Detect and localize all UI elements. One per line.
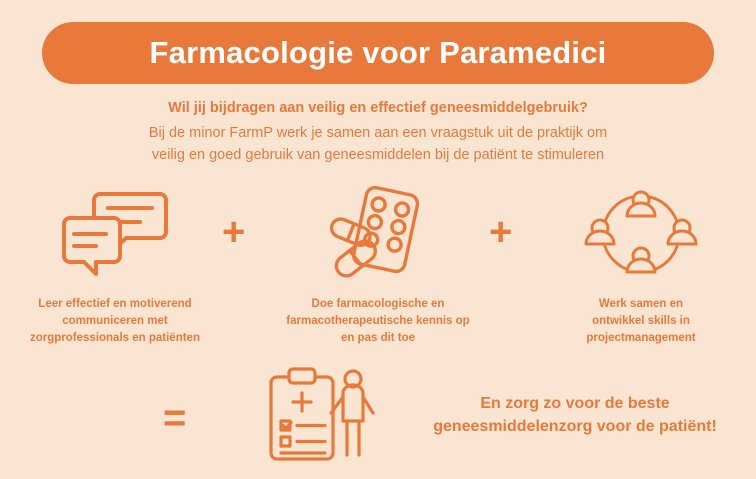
plus-operator-1: + [222, 210, 246, 254]
plus-operator-2: + [489, 210, 513, 254]
intro-block [78, 98, 678, 166]
equals-operator: = [163, 396, 187, 440]
caption-line: en pas dit toe [340, 332, 416, 344]
pillar-knowledge [285, 186, 471, 347]
conclusion-line-1: En zorg zo voor de beste [480, 395, 670, 412]
pillar-teamwork-caption [548, 296, 734, 347]
pillar-communication [22, 186, 208, 347]
caption-line: communiceren met [62, 315, 168, 327]
pillars-row [0, 186, 756, 361]
conclusion-row [0, 360, 756, 470]
caption-line: Werk samen en [598, 298, 684, 310]
page-title: Farmacologie voor Paramedici [149, 35, 607, 70]
pillar-teamwork [548, 186, 734, 347]
caption-line: projectmanagement [586, 332, 696, 344]
team-network-icon [548, 186, 734, 282]
pills-blister-icon [285, 186, 471, 282]
conclusion-line-2: geneesmiddelenzorg voor de patiënt! [433, 418, 717, 435]
intro-lead: Wil jij bijdragen aan veilig en effectief geneesmiddelgebruik? [168, 100, 588, 116]
caption-line: ontwikkel skills in [592, 315, 690, 327]
pillar-knowledge-caption [285, 296, 471, 347]
title-banner [42, 22, 714, 84]
caption-line: farmacotherapeutische kennis op [286, 315, 470, 327]
conclusion-text [420, 392, 730, 438]
caption-line: zorgprofessionals en patiënten [30, 332, 200, 344]
intro-line-2: veilig en goed gebruik van geneesmiddelen bij de patiënt te stimuleren [151, 147, 605, 163]
intro-line-1: Bij de minor FarmP werk je samen aan een vraagstuk uit de praktijk om [148, 125, 608, 141]
caption-line: Leer effectief en motiverend [38, 298, 192, 310]
pillar-communication-caption [22, 296, 208, 347]
caption-line: Doe farmacologische en [311, 298, 445, 310]
clipboard-patient-icon [258, 360, 388, 470]
speech-bubbles-icon [22, 186, 208, 282]
